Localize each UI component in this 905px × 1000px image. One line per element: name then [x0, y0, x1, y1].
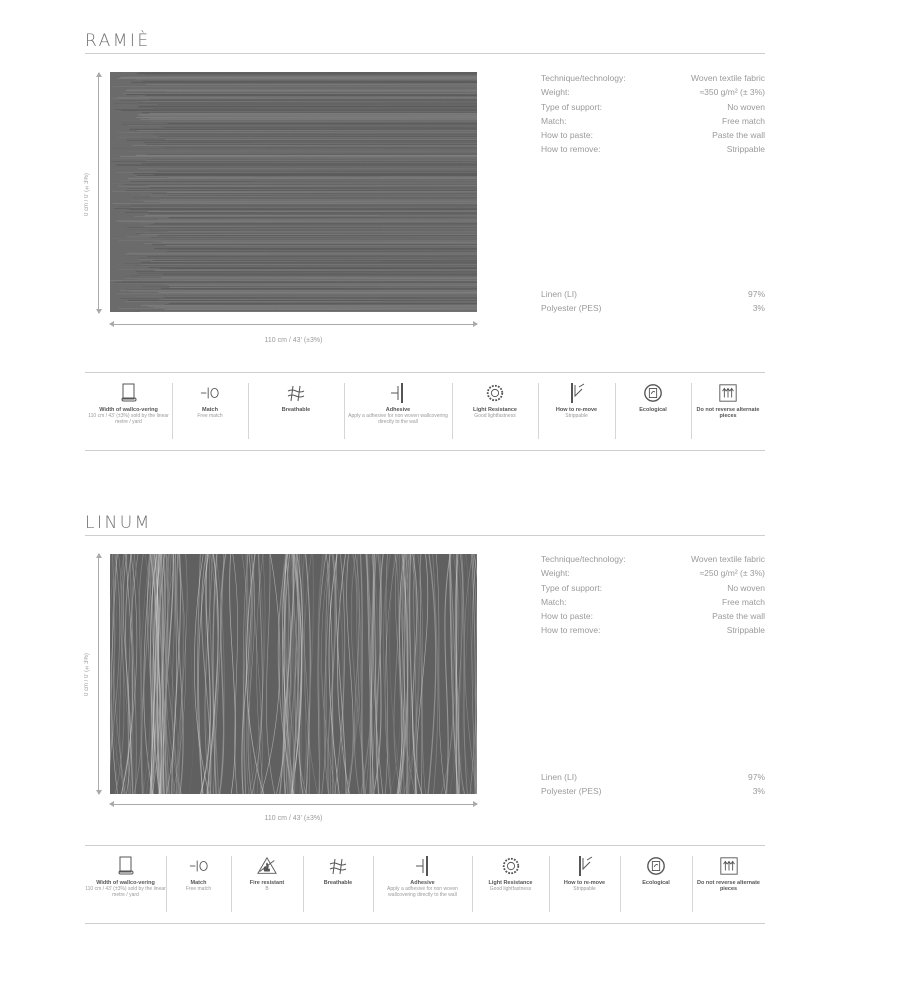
composition-row — [541, 287, 765, 301]
spec-label: Weight: — [541, 568, 570, 579]
roll-width-icon — [116, 856, 136, 876]
feature-match — [166, 856, 232, 912]
feature-sub: Strippable — [565, 413, 588, 419]
fiber-value: 3% — [752, 303, 765, 314]
fiber-value: 97% — [747, 772, 765, 782]
arrow-down-icon — [96, 309, 102, 314]
spec-value: Woven textile fabric — [690, 554, 765, 564]
spec-row — [541, 100, 765, 114]
fabric-swatch-image — [110, 72, 477, 312]
feature-sub: B — [265, 886, 269, 892]
spec-value: ≈250 g/m² (± 3%) — [699, 568, 765, 579]
spec-label: Type of support: — [541, 101, 602, 112]
spec-row — [541, 552, 765, 566]
arrow-left-icon — [109, 801, 114, 807]
spec-value: Paste the wall — [712, 611, 765, 622]
feature-light-resistance — [472, 856, 550, 912]
spec-row — [541, 114, 765, 128]
spec-row — [541, 623, 765, 637]
feature-label: Ecological — [642, 880, 670, 886]
feature-label: How to re-move — [555, 407, 598, 413]
feature-label: Width of wallco-vering — [96, 880, 155, 886]
spec-label: Match: — [541, 115, 567, 126]
fiber-value: 97% — [747, 289, 765, 299]
match-icon — [200, 383, 220, 403]
no-reverse-icon — [718, 383, 738, 403]
linum-texture — [110, 554, 477, 794]
spec-row — [541, 566, 765, 580]
composition-table — [541, 770, 765, 799]
breathable-icon — [286, 383, 306, 403]
composition-row — [541, 784, 765, 798]
spec-table — [541, 552, 765, 638]
width-dimension-line — [110, 804, 477, 805]
feature-sub: Strippable — [573, 886, 596, 892]
feature-breathable — [303, 856, 374, 912]
feature-match — [172, 383, 249, 439]
spec-label: Match: — [541, 596, 567, 607]
spec-value: ≈350 g/m² (± 3%) — [699, 87, 765, 98]
spec-label: Technique/technology: — [541, 554, 626, 564]
fire-resistant-icon — [257, 856, 277, 876]
fiber-value: 3% — [752, 786, 765, 797]
ecological-icon — [646, 856, 666, 876]
spec-value: No woven — [727, 582, 765, 593]
texture-fiber — [456, 554, 457, 794]
feature-breathable — [248, 383, 345, 439]
width-dimension-label: 110 cm / 43' (±3%) — [264, 815, 323, 822]
arrow-up-icon — [96, 72, 102, 77]
spec-row — [541, 595, 765, 609]
arrow-up-icon — [96, 553, 102, 558]
composition-row — [541, 770, 765, 784]
feature-label: Light Resistance — [488, 880, 533, 886]
composition-table — [541, 287, 765, 316]
height-dimension-label: 0 cm / 0' (±3%) — [84, 173, 90, 217]
feature-label: Do not reverse alternate pieces — [697, 880, 760, 892]
feature-sub: Apply a adhesive for non woven wallcovering directly to the wall — [348, 413, 448, 425]
title-divider — [85, 535, 765, 536]
arrow-right-icon — [473, 321, 478, 327]
feature-no-reverse — [692, 856, 765, 912]
arrow-down-icon — [96, 790, 102, 795]
spec-value: Strippable — [726, 144, 765, 155]
composition-row — [541, 301, 765, 315]
feature-label: Light Resistance — [472, 407, 517, 413]
title-divider — [85, 53, 765, 54]
feature-icons-band — [85, 845, 765, 924]
product-title: LINUM — [85, 513, 152, 533]
arrow-left-icon — [109, 321, 114, 327]
spec-label: How to remove: — [541, 625, 601, 636]
breathable-icon — [328, 856, 348, 876]
arrow-right-icon — [473, 801, 478, 807]
spec-row — [541, 128, 765, 142]
spec-value: Free match — [722, 596, 765, 607]
height-dimension-label: 0 cm / 0' (±3%) — [84, 653, 90, 697]
feature-adhesive — [344, 383, 453, 439]
feature-sub: Free match — [197, 413, 223, 419]
feature-label: Adhesive — [385, 407, 411, 413]
spec-table — [541, 71, 765, 157]
adhesive-icon — [388, 383, 408, 403]
fiber-label: Linen (LI) — [541, 289, 577, 299]
feature-light-resistance — [452, 383, 539, 439]
spec-value: No woven — [727, 101, 765, 112]
feature-sub: Apply a adhesive for non woven wallcovering directly to the wall — [387, 886, 458, 898]
feature-label: Breathable — [281, 407, 311, 413]
spec-row — [541, 142, 765, 156]
spec-label: Weight: — [541, 87, 570, 98]
spec-value: Woven textile fabric — [690, 73, 765, 83]
roll-width-icon — [119, 383, 139, 403]
feature-label: Width of wallco-vering — [99, 407, 158, 413]
fabric-swatch-image — [110, 554, 477, 794]
fiber-label: Polyester (PES) — [541, 786, 602, 797]
feature-width — [85, 856, 167, 912]
spec-label: How to paste: — [541, 130, 593, 141]
feature-fire-resistant — [231, 856, 304, 912]
feature-remove — [549, 856, 621, 912]
spec-label: Technique/technology: — [541, 73, 626, 83]
feature-label: Adhesive — [410, 880, 435, 886]
spec-label: How to remove: — [541, 144, 601, 155]
ecological-icon — [643, 383, 663, 403]
product-title: RAMIÈ — [85, 31, 151, 51]
spec-value: Free match — [722, 115, 765, 126]
feature-sub: Good lightfastness — [489, 886, 532, 892]
spec-row — [541, 71, 765, 85]
adhesive-icon — [413, 856, 433, 876]
no-reverse-icon — [719, 856, 739, 876]
feature-ecological — [615, 383, 692, 439]
feature-label: How to re-move — [563, 880, 606, 886]
feature-sub: 110 cm / 43' (±3%) sold by the linear metre / yard — [88, 413, 169, 425]
spec-row — [541, 85, 765, 99]
remove-icon — [575, 856, 595, 876]
light-resistance-icon — [485, 383, 505, 403]
feature-ecological — [620, 856, 693, 912]
light-resistance-icon — [501, 856, 521, 876]
feature-width — [85, 383, 173, 439]
spec-label: Type of support: — [541, 582, 602, 593]
fiber-label: Linen (LI) — [541, 772, 577, 782]
spec-row — [541, 581, 765, 595]
feature-sub: Free match — [185, 886, 212, 892]
ramie-texture — [110, 72, 477, 312]
feature-label: Match — [202, 407, 218, 413]
feature-remove — [538, 383, 616, 439]
match-icon — [189, 856, 209, 876]
remove-icon — [567, 383, 587, 403]
spec-value: Strippable — [726, 625, 765, 636]
feature-label: Match — [190, 880, 207, 886]
spec-row — [541, 609, 765, 623]
feature-sub: 110 cm / 43' (±3%) sold by the linear metre / yard — [85, 886, 166, 898]
feature-no-reverse — [691, 383, 765, 439]
feature-sub: Good lightfastness — [474, 413, 516, 419]
feature-label: Ecological — [639, 407, 667, 413]
spec-value: Paste the wall — [712, 130, 765, 141]
fiber-label: Polyester (PES) — [541, 303, 602, 314]
feature-label: Do not reverse alternate pieces — [696, 407, 760, 419]
feature-label: Breathable — [323, 880, 353, 886]
feature-label: Fire resistant — [249, 880, 285, 886]
width-dimension-label: 110 cm / 43' (±3%) — [264, 337, 323, 344]
spec-label: How to paste: — [541, 611, 593, 622]
feature-adhesive — [373, 856, 473, 912]
width-dimension-line — [110, 324, 477, 325]
feature-icons-band — [85, 372, 765, 451]
